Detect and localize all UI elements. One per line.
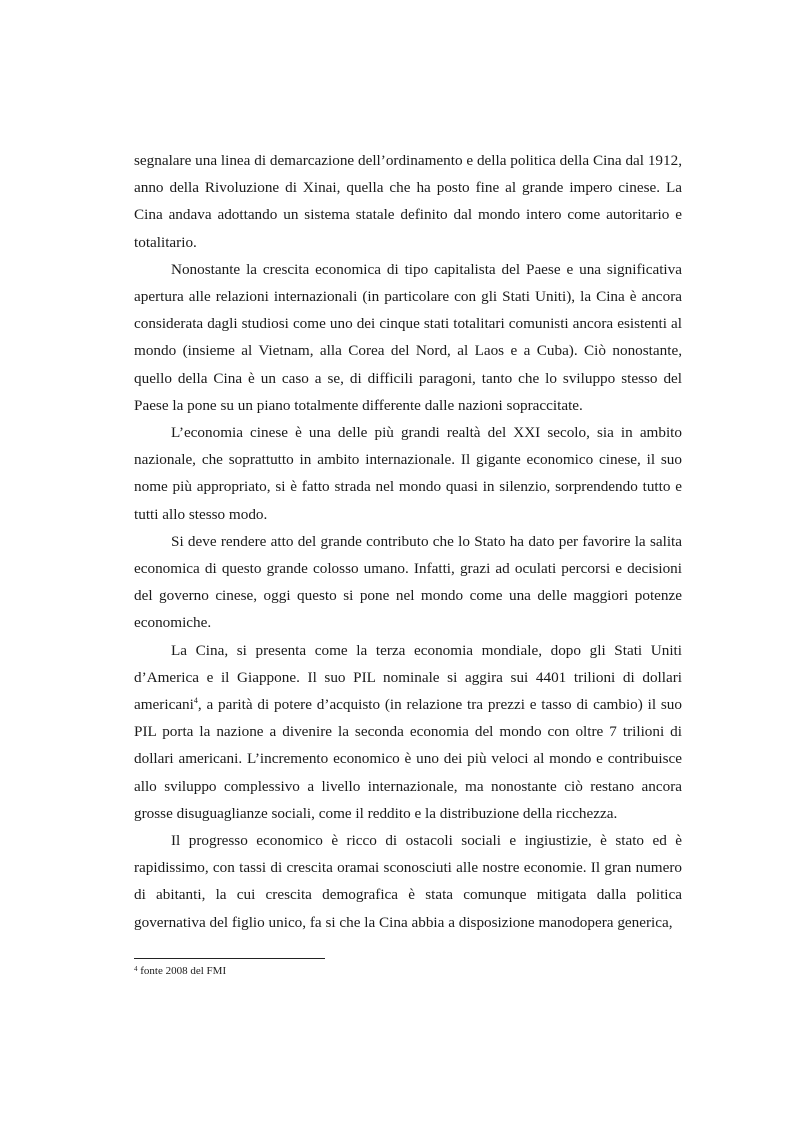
footnote-reference[interactable]: 4 (193, 696, 198, 706)
paragraph-5 (134, 637, 682, 827)
footnote-text: fonte 2008 del FMI (137, 965, 227, 977)
footnote-separator (134, 958, 325, 959)
paragraph-3: L’economia cinese è una delle più grandi realtà del XXI secolo, sia in ambito nazionale, che soprattutto in ambito internazionale. Il gigante economico cinese, il suo nome più appropriato, si è fatto strada nel mondo quasi in silenzio, sorprendendo tutto e tutti allo stesso modo. (134, 424, 682, 523)
footnote (134, 964, 226, 978)
paragraph-2: Nonostante la crescita economica di tipo capitalista del Paese e una significativa apertura alle relazioni internazionali (in particolare con gli Stati Uniti), la Cina è ancora considerata dagli studiosi come uno dei cinque stati totalitari comunisti ancora esistenti al mondo (insieme al Vietnam, alla Corea del Nord, al Laos e a Cuba). Ciò nonostante, quello della Cina è un caso a se, di difficili paragoni, tanto che lo sviluppo stesso del Paese la pone su un piano totalmente differente dalle nazioni sopraccitate. (134, 260, 682, 414)
paragraph-5-text-after: , a parità di potere d’acquisto (in relazione tra prezzi e tasso di cambio) il suo PIL porta la nazione a divenire la seconda economia del mondo con oltre 7 trilioni di dollari americani. L’incremento economico è uno dei più veloci al mondo e contribuisce allo sviluppo complessivo a livello internazionale, ma nonostante ciò restano ancora grosse disuguaglianze sociali, come il reddito e la distribuzione della ricchezza. (134, 696, 682, 822)
body-text (134, 147, 682, 936)
paragraph-4: Si deve rendere atto del grande contributo che lo Stato ha dato per favorire la salita economica di questo grande colosso umano. Infatti, grazi ad oculati percorsi e decisioni del governo cinese, oggi questo si pone nel mondo come una delle maggiori potenze economiche. (134, 532, 682, 632)
paragraph-5-text-before: La Cina, si presenta come la terza economia mondiale, dopo gli Stati Uniti d’America e il Giappone. Il suo PIL nominale si aggira sui 4401 trilioni di dollari americani (134, 641, 682, 714)
paragraph-1: segnalare una linea di demarcazione dell’ordinamento e della politica della Cina dal 1912, anno della Rivoluzione di Xinai, quella che ha posto fine al grande impero cinese. La Cina andava adottando un sistema statale definito dal mondo intero come autoritario e totalitario. (134, 152, 682, 251)
footnote-number: 4 (134, 965, 138, 973)
paragraph-6: Il progresso economico è ricco di ostacoli sociali e ingiustizie, è stato ed è rapidissimo, con tassi di crescita oramai sconosciuti alle nostre economie. Il gran numero di abitanti, la cui crescita demografica è stata comunque mitigata dalla politica governativa del figlio unico, fa si che la Cina abbia a disposizione manodopera generica, (134, 832, 682, 931)
